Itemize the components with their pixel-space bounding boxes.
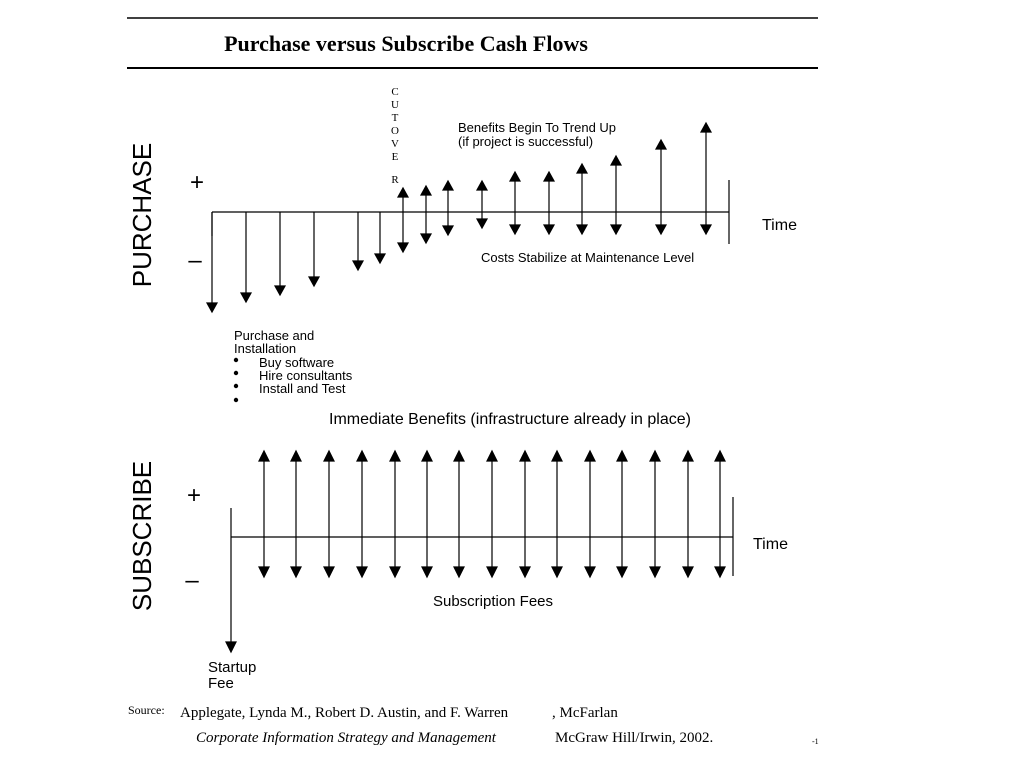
subscribe-time-label: Time — [753, 536, 788, 553]
subscribe-side-label: SUBSCRIBE — [127, 460, 157, 612]
purchase-side-label: PURCHASE — [127, 142, 157, 288]
benefits-trend-note: (if project is successful) — [458, 134, 594, 149]
immediate-benefits-label: Immediate Benefits (infrastructure already in place) — [329, 411, 691, 428]
install-item: Hire consultants — [259, 368, 353, 383]
source-authors-tail: , McFarlan — [552, 705, 618, 721]
subscribe-plus: + — [186, 482, 202, 509]
cutover-letter: U — [391, 99, 399, 111]
bullet-dot — [234, 384, 238, 388]
bullet-dot — [234, 398, 238, 402]
install-heading: Installation — [234, 341, 297, 356]
subscription-arrows — [259, 451, 725, 577]
purchase-minus: – — [188, 247, 202, 274]
startup-fee-label: Fee — [208, 675, 234, 692]
install-heading: Purchase and — [234, 328, 315, 343]
subscription-fees-label: Subscription Fees — [432, 593, 554, 610]
cutover-letter: O — [391, 125, 399, 137]
cutover-letter: E — [391, 151, 399, 163]
source-publisher: McGraw Hill/Irwin, 2002. — [555, 730, 714, 746]
source-authors: Applegate, Lynda M., Robert D. Austin, and F. Warren — [180, 705, 509, 721]
install-item: Buy software — [259, 355, 335, 370]
cutover-letter: R — [391, 174, 399, 186]
cutover-letter: C — [391, 86, 399, 98]
cutover-letter: T — [391, 112, 399, 124]
bullet-dot — [234, 358, 238, 362]
subscribe-minus: – — [185, 567, 199, 594]
purchase-time-label: Time — [762, 217, 797, 234]
source-book-title: Corporate Information Strategy and Management — [196, 730, 496, 746]
install-item: Install and Test — [259, 381, 346, 396]
source-label: Source: — [128, 703, 165, 717]
page-title: Purchase versus Subscribe Cash Flows — [224, 31, 588, 56]
costs-stabilize-label: Costs Stabilize at Maintenance Level — [481, 250, 695, 265]
benefits-trend-label: Benefits Begin To Trend Up — [458, 120, 617, 135]
purchase-plus: + — [189, 169, 205, 196]
bullet-dot — [234, 371, 238, 375]
page-number: -1 — [812, 737, 819, 746]
cutover-letter: V — [391, 138, 399, 150]
startup-fee-label: Startup — [208, 659, 257, 676]
